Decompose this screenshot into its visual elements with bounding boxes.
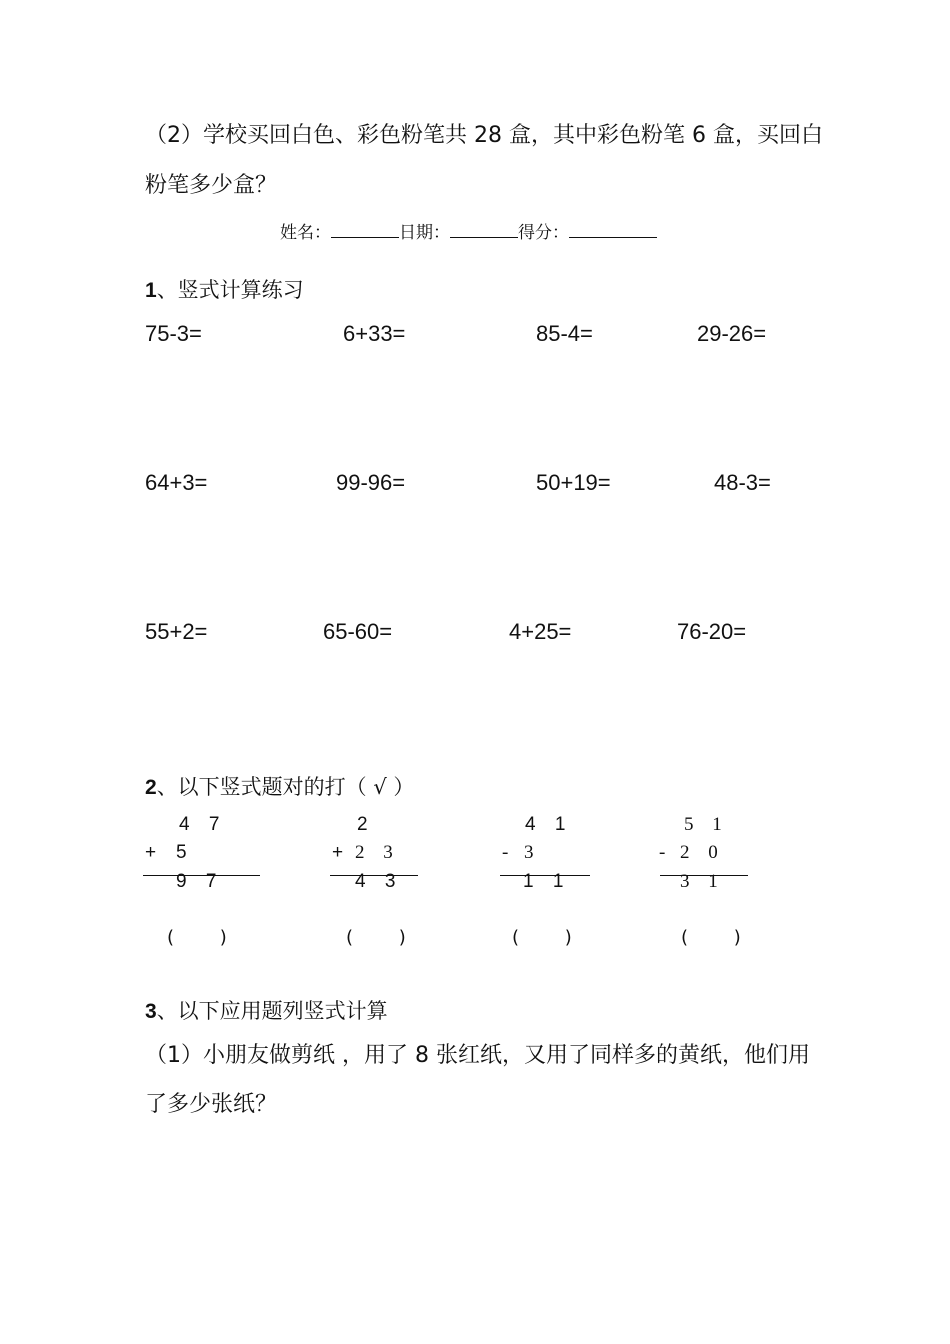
- section2-heading: [145, 771, 414, 801]
- section1-title: 、竖式计算练习: [156, 278, 304, 302]
- calc-3-4: 76-20=: [677, 619, 747, 644]
- calc-1-4: 29-26=: [697, 321, 767, 346]
- date-label: 日期：: [399, 223, 450, 243]
- section1-number: 1: [145, 279, 157, 302]
- vert2-result: 4 3: [355, 871, 396, 892]
- section3-title: 、以下应用题列竖式计算: [156, 999, 388, 1023]
- vert3-result: 1 1: [523, 871, 564, 892]
- vert4-result: 3 1: [680, 871, 718, 892]
- vert4-top: 5 1: [684, 814, 722, 835]
- q1-text-line1: （1）小朋友做剪纸 ，用了 8 张红纸，又用了同样多的黄纸，他们用: [145, 1043, 810, 1068]
- vert2-operator: +: [332, 842, 344, 863]
- vert3-top: 4 1: [525, 814, 566, 835]
- vert3-answer-parens[interactable]: ( ): [512, 927, 572, 948]
- calc-1-1: 75-3=: [145, 321, 202, 346]
- vert1-second: 5: [176, 842, 187, 863]
- q1-text-line2: 了多少张纸？: [145, 1092, 278, 1117]
- calc-1-2: 6+33=: [343, 321, 406, 346]
- date-blank[interactable]: [450, 219, 518, 238]
- vert2-answer-parens[interactable]: ( ): [346, 927, 406, 948]
- vert4-operator: -: [659, 842, 666, 863]
- vert1-top: 4 7: [179, 814, 220, 835]
- vert3-operator: -: [502, 842, 509, 863]
- name-label: 姓名：: [280, 223, 331, 243]
- vert4-second: 2 0: [680, 842, 718, 863]
- info-line: [280, 218, 657, 243]
- q2-text-line2: 粉笔多少盒？: [145, 173, 278, 198]
- vert1-result: 9 7: [176, 871, 217, 892]
- calc-2-1: 64+3=: [145, 470, 208, 495]
- section3-heading: [145, 995, 388, 1025]
- calc-1-3: 85-4=: [536, 321, 593, 346]
- vert4-answer-parens[interactable]: ( ): [681, 927, 741, 948]
- vert2-top: 2: [357, 814, 368, 835]
- vert2-second: 2 3: [355, 842, 393, 863]
- section2-title: 、以下竖式题对的打（ √ ）: [156, 775, 415, 799]
- calc-3-3: 4+25=: [509, 619, 572, 644]
- q2-text-line1: （2）学校买回白色、彩色粉笔共 28 盒，其中彩色粉笔 6 盒，买回白: [145, 123, 823, 148]
- section1-heading: [145, 274, 304, 304]
- vert1-operator: +: [145, 842, 157, 863]
- vert3-second: 3: [524, 842, 534, 863]
- name-blank[interactable]: [331, 219, 399, 238]
- vert1-answer-parens[interactable]: ( ): [167, 927, 227, 948]
- calc-3-1: 55+2=: [145, 619, 208, 644]
- section2-number: 2: [145, 776, 157, 799]
- calc-3-2: 65-60=: [323, 619, 393, 644]
- calc-2-2: 99-96=: [336, 470, 406, 495]
- calc-2-3: 50+19=: [536, 470, 611, 495]
- score-blank[interactable]: [569, 219, 657, 238]
- section3-number: 3: [145, 1000, 157, 1023]
- score-label: 得分：: [518, 223, 569, 243]
- calc-2-4: 48-3=: [714, 470, 771, 495]
